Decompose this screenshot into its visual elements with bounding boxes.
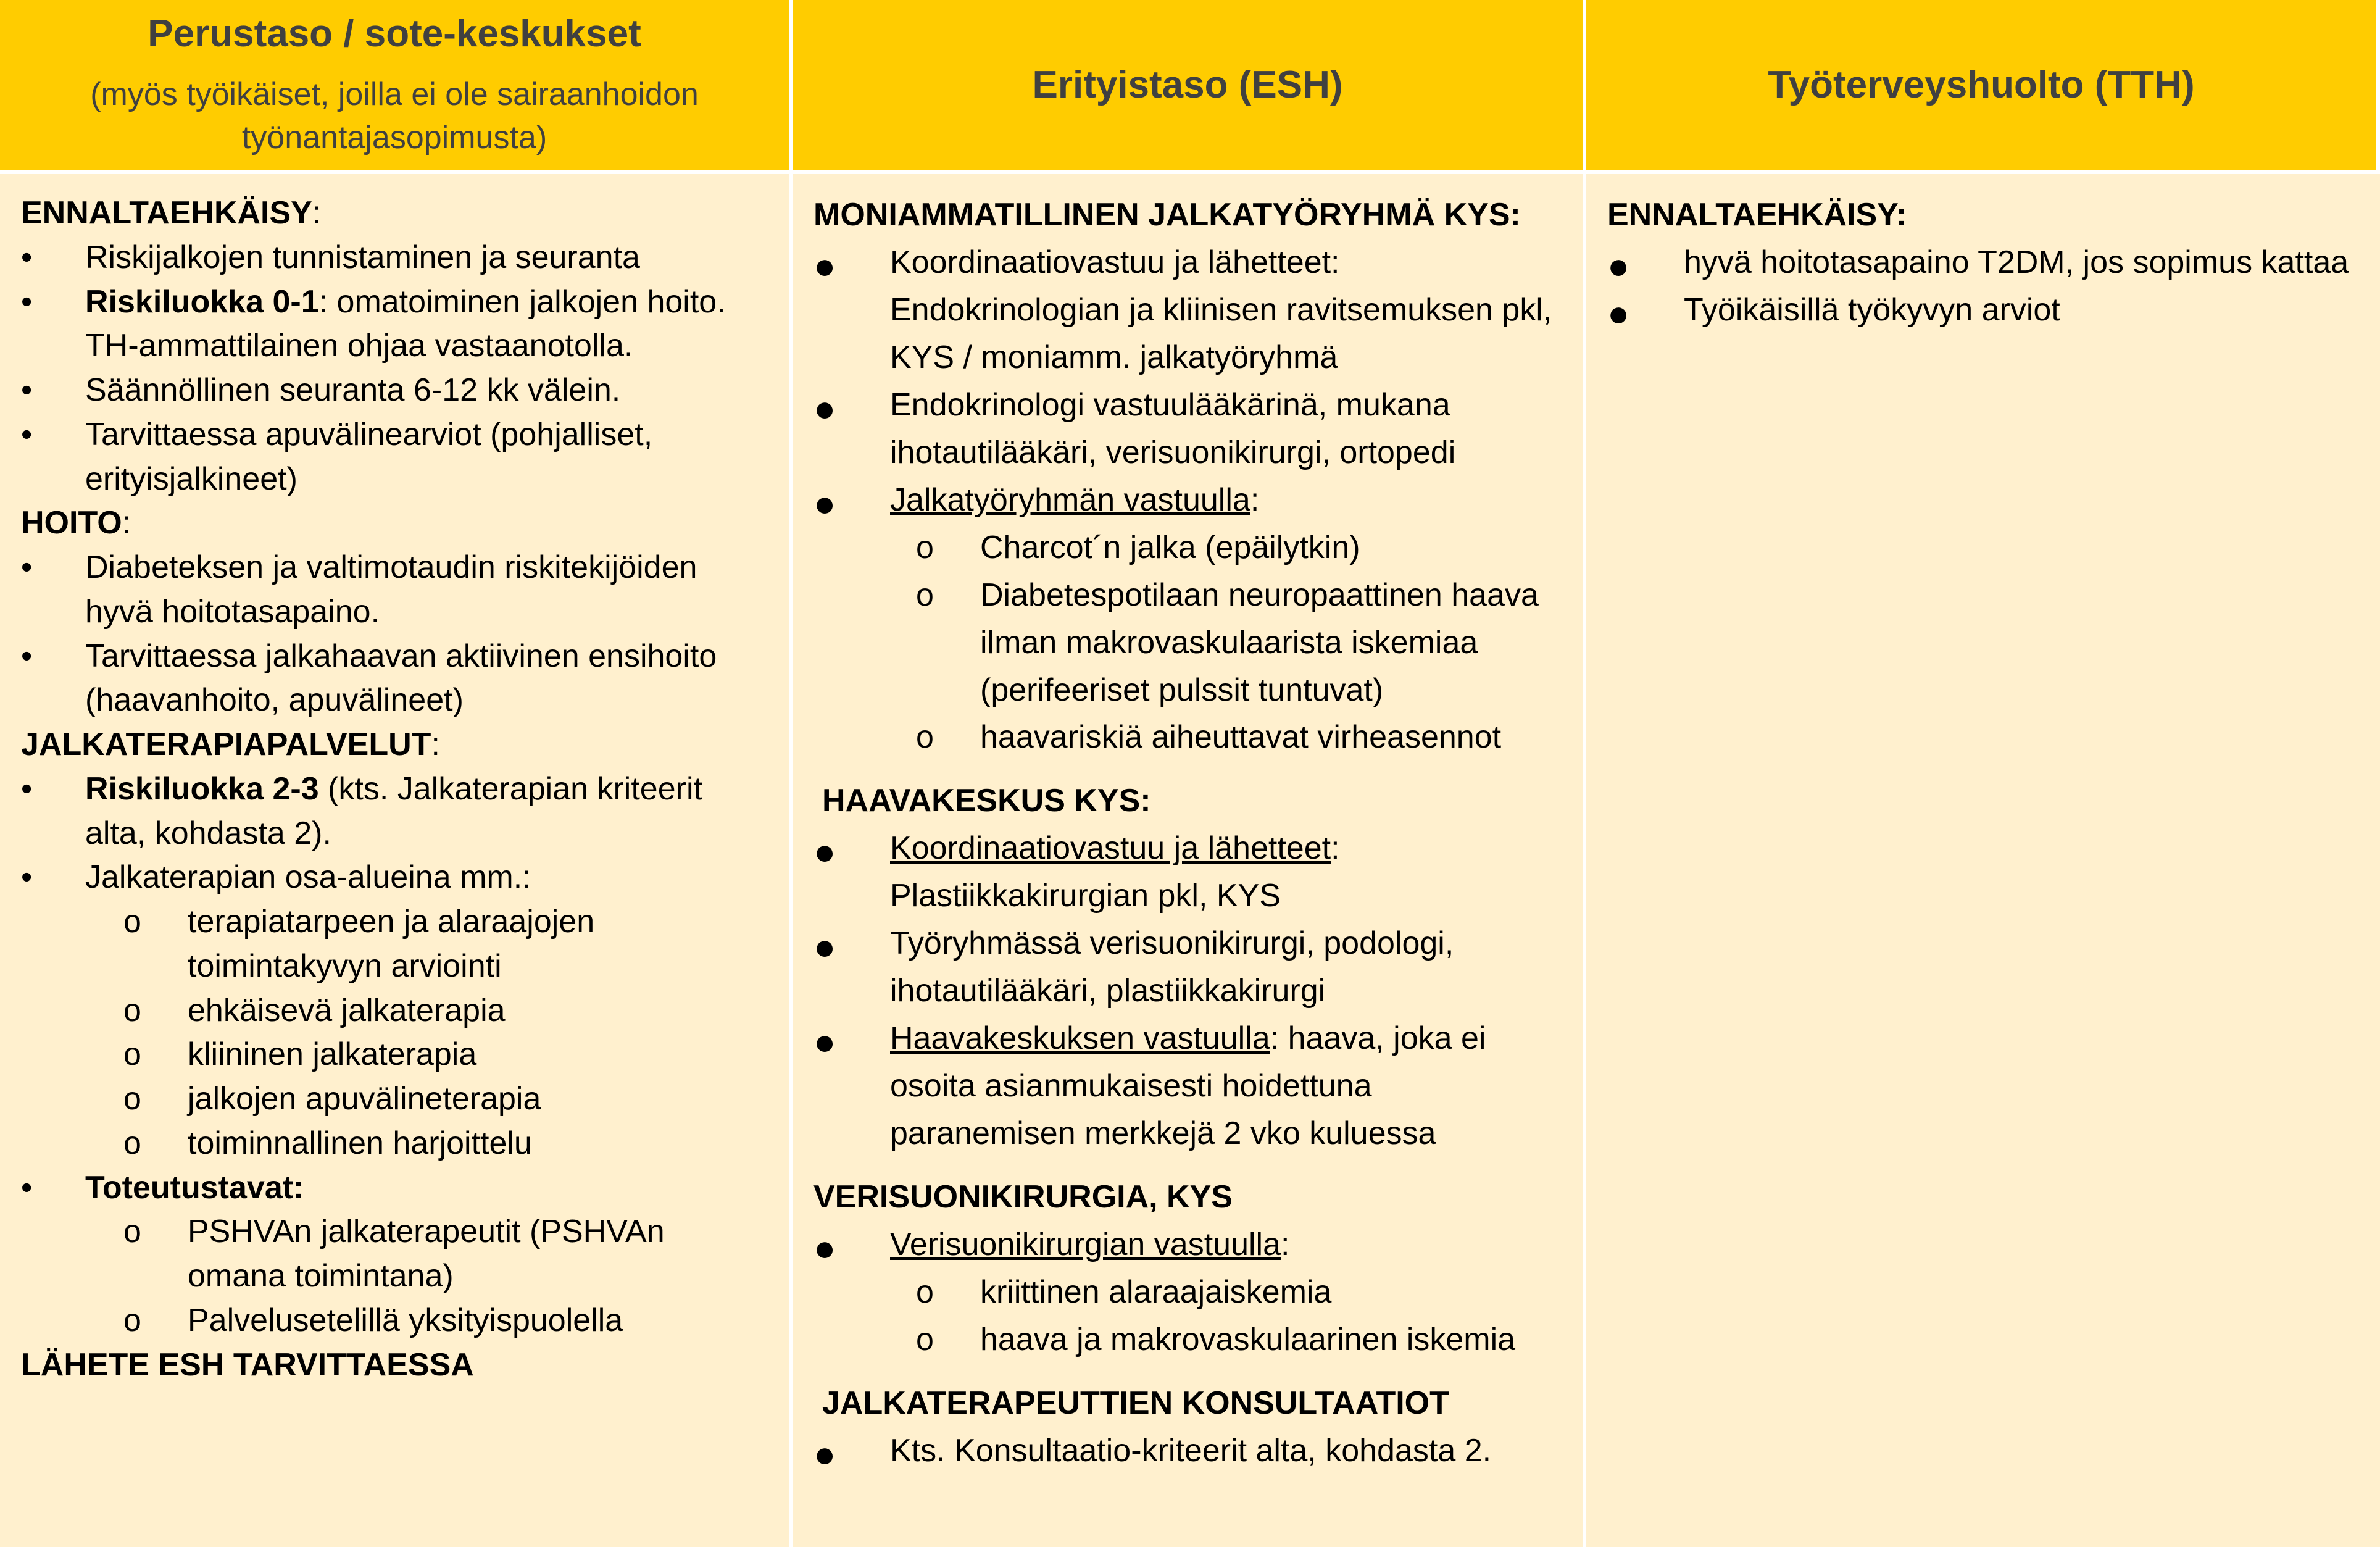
bullet-icon: ● xyxy=(813,387,836,429)
bullet-icon: • xyxy=(21,638,33,674)
list-item: • Diabeteksen ja valtimotaudin riskitekijöiden hyvä hoitotasapaino. xyxy=(21,546,772,635)
bullet-icon: • xyxy=(21,1169,33,1206)
list-item: ● Koordinaatiovastuu ja lähetteet: Plastiikkakirurgian pkl, KYS xyxy=(813,825,1565,920)
circle-bullet-icon: o xyxy=(123,992,141,1028)
list-item: • Tarvittaessa apuvälinearviot (pohjalliset, erityisjalkineet) xyxy=(21,413,772,502)
list-item: • Säännöllinen seuranta 6-12 kk välein. xyxy=(21,369,772,413)
bullet-icon: ● xyxy=(1607,244,1630,286)
sub-list-item: o PSHVAn jalkaterapeutit (PSHVAn omana toimintana) xyxy=(21,1210,772,1299)
list xyxy=(813,1221,1565,1364)
section-heading: ENNALTAEHKÄISY: xyxy=(21,195,322,231)
sub-list-item: o kriittinen alaraajaiskemia xyxy=(813,1269,1565,1316)
list xyxy=(813,1427,1565,1475)
sub-list-item: o terapiatarpeen ja alaraajojen toimintakyvyn arviointi xyxy=(21,900,772,989)
header-erityistaso xyxy=(793,0,1586,174)
column-erityistaso xyxy=(793,174,1586,1547)
bullet-icon: ● xyxy=(813,244,836,286)
sub-list-item: o haava ja makrovaskulaarinen iskemia xyxy=(813,1316,1565,1364)
section-heading: HOITO: xyxy=(21,505,131,541)
list xyxy=(21,546,772,723)
list-item: • Riskiluokka 0-1: omatoiminen jalkojen hoito. TH-ammattilainen ohjaa vastaanotolla. xyxy=(21,280,772,369)
circle-bullet-icon: o xyxy=(123,1302,141,1338)
section-heading: LÄHETE ESH TARVITTAESSA xyxy=(21,1346,474,1383)
bullet-icon: ● xyxy=(813,831,836,873)
circle-bullet-icon: o xyxy=(123,1036,141,1073)
bullet-icon: ● xyxy=(813,1227,836,1269)
circle-bullet-icon: o xyxy=(916,1274,934,1310)
list-item: ● Koordinaatiovastuu ja lähetteet: Endokrinologian ja kliinisen ravitsemuksen pkl, KYS / moniamm. jalkatyöryhmä xyxy=(813,239,1565,382)
list-item: • Tarvittaessa jalkahaavan aktiivinen ensihoito (haavanhoito, apuvälineet) xyxy=(21,635,772,723)
sub-list-item: o haavariskiä aiheuttavat virheasennot xyxy=(813,714,1565,761)
bullet-icon: • xyxy=(21,283,33,320)
sub-list-item: o toiminnallinen harjoittelu xyxy=(21,1122,772,1166)
sub-list-item: o kliininen jalkaterapia xyxy=(21,1033,772,1077)
sub-list-item: o Diabetespotilaan neuropaattinen haava ilman makrovaskulaarista iskemiaa (perifeeriset pulssit tuntuvat) xyxy=(813,572,1565,714)
section-heading: VERISUONIKIRURGIA, KYS xyxy=(813,1179,1233,1216)
bullet-icon: • xyxy=(21,239,33,275)
sub-list-item: o Palvelusetelillä yksityispuolella xyxy=(21,1299,772,1343)
list-item: • Jalkaterapian osa-alueina mm.: xyxy=(21,856,772,900)
column-perustaso xyxy=(0,174,793,1547)
list-item: ● Verisuonikirurgian vastuulla: xyxy=(813,1221,1565,1269)
circle-bullet-icon: o xyxy=(916,1321,934,1357)
list-item: ● Haavakeskuksen vastuulla: haava, joka ei osoita asianmukaisesti hoidettuna paranemisen merkkejä 2 vko kuluessa xyxy=(813,1015,1565,1157)
list-item: ● Jalkatyöryhmän vastuulla: xyxy=(813,477,1565,524)
list-item: ● Endokrinologi vastuulääkärinä, mukana ihotautilääkäri, verisuonikirurgi, ortopedi xyxy=(813,382,1565,477)
circle-bullet-icon: o xyxy=(916,719,934,756)
list xyxy=(21,767,772,1343)
list xyxy=(813,825,1565,1157)
bullet-icon: • xyxy=(21,416,33,452)
bullet-icon: ● xyxy=(813,1021,836,1063)
bullet-icon: ● xyxy=(1607,292,1630,334)
section-heading: HAAVAKESKUS KYS: xyxy=(822,783,1151,819)
section-heading: MONIAMMATILLINEN JALKATYÖRYHMÄ KYS: xyxy=(813,197,1521,233)
bullet-icon: • xyxy=(21,859,33,896)
column-tyoterveyshuolto xyxy=(1586,174,2380,1547)
list-item: ● Kts. Konsultaatio-kriteerit alta, kohdasta 2. xyxy=(813,1427,1565,1475)
list xyxy=(21,236,772,502)
section-heading: JALKATERAPIAPALVELUT: xyxy=(21,727,440,762)
header-title: Perustaso / sote-keskukset xyxy=(148,12,641,55)
circle-bullet-icon: o xyxy=(123,1125,141,1161)
bullet-icon: • xyxy=(21,770,33,807)
circle-bullet-icon: o xyxy=(916,529,934,565)
circle-bullet-icon: o xyxy=(916,577,934,613)
list-item: • Toteutustavat: xyxy=(21,1166,772,1211)
list-item: • Riskiluokka 2-3 (kts. Jalkaterapian kriteerit alta, kohdasta 2). xyxy=(21,767,772,856)
section-heading: ENNALTAEHKÄISY: xyxy=(1607,197,1907,233)
header-tyoterveyshuolto xyxy=(1586,0,2380,174)
circle-bullet-icon: o xyxy=(123,904,141,940)
list-item: • Riskijalkojen tunnistaminen ja seuranta xyxy=(21,236,772,280)
bullet-icon: • xyxy=(21,549,33,585)
list-item: ● Työryhmässä verisuonikirurgi, podologi, ihotautilääkäri, plastiikkakirurgi xyxy=(813,920,1565,1015)
list xyxy=(1607,239,2363,334)
bullet-icon: • xyxy=(21,372,33,408)
sub-list-item: o Charcot´n jalka (epäilytkin) xyxy=(813,524,1565,572)
section-heading: JALKATERAPEUTTIEN KONSULTAATIOT xyxy=(822,1385,1449,1421)
circle-bullet-icon: o xyxy=(123,1214,141,1250)
sub-list-item: o ehkäisevä jalkaterapia xyxy=(21,989,772,1033)
bullet-icon: ● xyxy=(813,482,836,524)
header-perustaso xyxy=(0,0,793,174)
list xyxy=(813,239,1565,761)
header-title: Työterveyshuolto (TTH) xyxy=(1768,63,2195,106)
bullet-icon: ● xyxy=(813,1433,836,1475)
list-item: ● Työikäisillä työkyvyn arviot xyxy=(1607,286,2363,334)
list-item: ● hyvä hoitotasapaino T2DM, jos sopimus kattaa xyxy=(1607,239,2363,286)
sub-list-item: o jalkojen apuvälineterapia xyxy=(21,1077,772,1122)
bullet-icon: ● xyxy=(813,926,836,968)
header-title: Erityistaso (ESH) xyxy=(1032,63,1343,106)
circle-bullet-icon: o xyxy=(123,1081,141,1117)
header-subtitle: (myös työikäiset, joilla ei ole sairaanhoidon työnantajasopimusta) xyxy=(90,77,699,156)
